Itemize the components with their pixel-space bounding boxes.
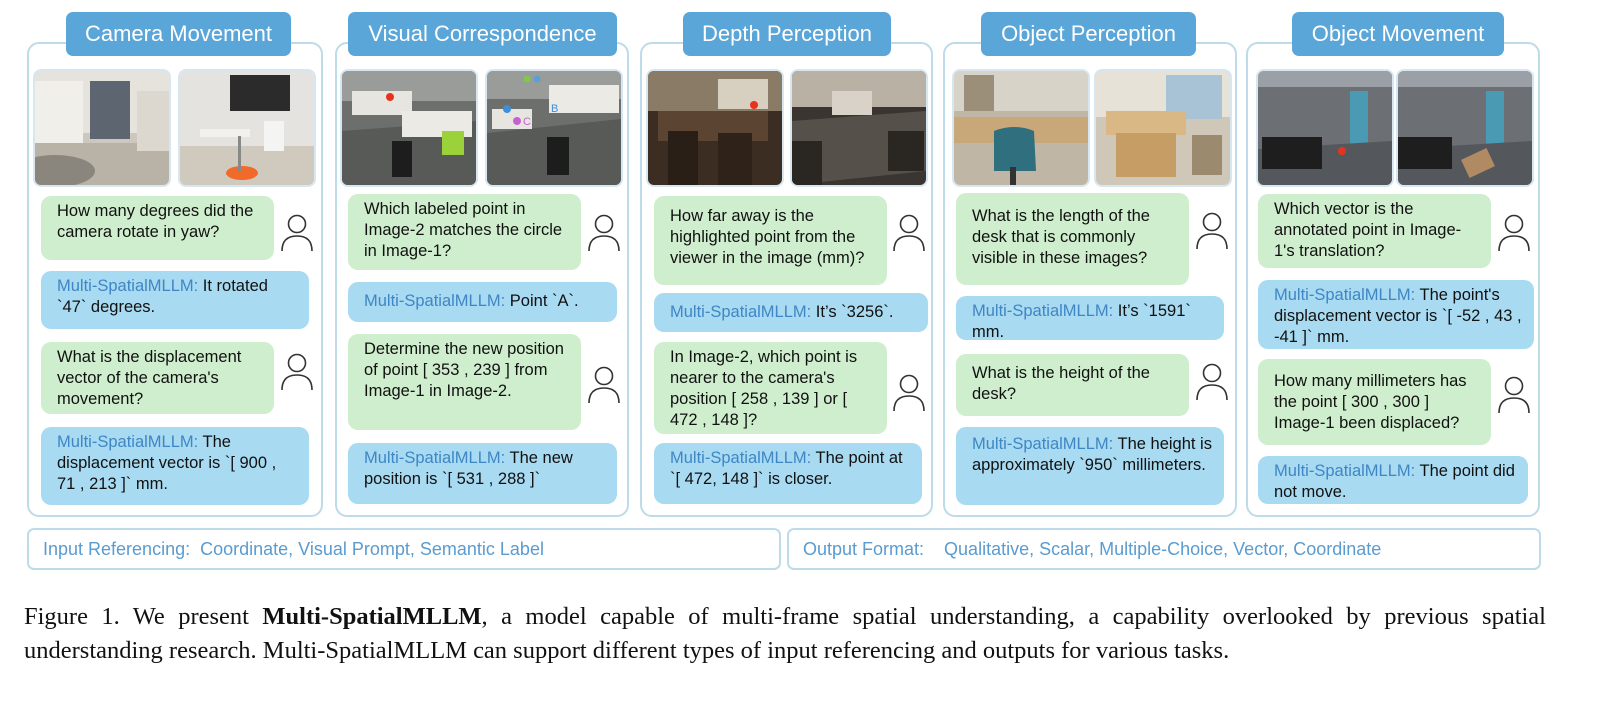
scene-image-2 xyxy=(1396,69,1534,187)
question-bubble: How many degrees did the camera rotate in yaw? xyxy=(41,196,274,260)
answer-text: It’s `3256`. xyxy=(811,303,894,321)
answer-bubble xyxy=(1258,280,1534,349)
scene-image-1 xyxy=(33,69,171,187)
question-bubble: What is the displacement vector of the camera's movement? xyxy=(41,342,274,414)
answer-text: The new position is `[ 531 , 288 ]` xyxy=(364,449,573,488)
user-icon xyxy=(1497,375,1531,415)
model-name: Multi-SpatialMLLM: xyxy=(1274,286,1416,304)
model-name: Multi-SpatialMLLM: xyxy=(57,433,199,451)
user-icon xyxy=(892,213,926,253)
question-bubble: How far away is the highlighted point from the viewer in the image (mm)? xyxy=(654,196,887,285)
scene-image-1 xyxy=(952,69,1090,187)
answer-text: It’s `1591` mm. xyxy=(972,302,1191,341)
question-bubble: Determine the new position of point [ 353 , 239 ] from Image-1 in Image-2. xyxy=(348,334,581,430)
answer-text: The point did not move. xyxy=(1274,462,1515,501)
scene-image-1 xyxy=(646,69,784,187)
question-bubble: What is the height of the desk? xyxy=(956,354,1189,416)
scene-image-1 xyxy=(1256,69,1394,187)
panel-title: Visual Correspondence xyxy=(348,12,617,56)
user-icon xyxy=(280,213,314,253)
panel-title: Object Perception xyxy=(981,12,1196,56)
answer-text: The height is approximately `950` millimeters. xyxy=(972,435,1212,474)
caption-text: , a model capable of multi-frame spatial understanding, a capability overlooked by previous spatial understanding research. Multi-SpatialMLLM can support different types of input referencing and outputs for various tasks. xyxy=(24,603,1546,664)
answer-text: The displacement vector is `[ 900 , 71 , 213 ]` mm. xyxy=(57,433,277,493)
answer-bubble xyxy=(654,443,922,504)
answer-bubble xyxy=(956,427,1224,505)
answer-text: The point at `[ 472, 148 ]` is closer. xyxy=(670,449,903,488)
question-bubble: In Image-2, which point is nearer to the camera's position [ 258 , 139 ] or [ 472 , 148 ]? xyxy=(654,342,887,434)
question-bubble: Which vector is the annotated point in Image-1's translation? xyxy=(1258,194,1491,268)
answer-text: The point's displacement vector is `[ -52 , 43 , -41 ]` mm. xyxy=(1274,286,1522,346)
answer-bubble xyxy=(41,271,309,329)
panel-title: Camera Movement xyxy=(66,12,291,56)
output-format-bar: Output Format: Qualitative, Scalar, Multiple-Choice, Vector, Coordinate xyxy=(787,528,1541,570)
panel-title: Depth Perception xyxy=(683,12,891,56)
scene-image-1 xyxy=(340,69,478,187)
panel-title: Object Movement xyxy=(1292,12,1504,56)
model-name: Multi-SpatialMLLM: xyxy=(670,303,812,321)
question-bubble: Which labeled point in Image-2 matches the circle in Image-1? xyxy=(348,194,581,270)
user-icon xyxy=(1195,211,1229,251)
answer-bubble xyxy=(956,296,1224,340)
model-name: Multi-SpatialMLLM: xyxy=(972,435,1114,453)
user-icon xyxy=(1195,362,1229,402)
question-bubble: What is the length of the desk that is commonly visible in these images? xyxy=(956,193,1189,285)
user-icon xyxy=(587,213,621,253)
caption-prefix: Figure 1. We present xyxy=(24,603,263,630)
answer-text: Point `A`. xyxy=(505,292,579,310)
model-name: Multi-SpatialMLLM: xyxy=(364,449,506,467)
figure-caption xyxy=(24,600,1546,668)
scene-image-2 xyxy=(485,69,623,187)
scene-image-2 xyxy=(790,69,928,187)
model-name: Multi-SpatialMLLM: xyxy=(1274,462,1416,480)
user-icon xyxy=(1497,213,1531,253)
model-name: Multi-SpatialMLLM: xyxy=(972,302,1114,320)
scene-image-2 xyxy=(178,69,316,187)
answer-bubble xyxy=(348,282,617,322)
label-b: B xyxy=(551,103,559,115)
user-icon xyxy=(892,373,926,413)
model-name: Multi-SpatialMLLM: xyxy=(364,292,506,310)
caption-model-name: Multi-SpatialMLLM xyxy=(262,603,482,630)
question-bubble: How many millimeters has the point [ 300 , 300 ] Image-1 been displaced? xyxy=(1258,359,1491,445)
answer-bubble xyxy=(41,427,309,505)
answer-bubble xyxy=(654,293,928,332)
answer-bubble xyxy=(348,443,617,504)
model-name: Multi-SpatialMLLM: xyxy=(670,449,812,467)
scene-image-2 xyxy=(1094,69,1232,187)
model-name: Multi-SpatialMLLM: xyxy=(57,277,199,295)
user-icon xyxy=(587,365,621,405)
label-c: C xyxy=(523,116,531,128)
input-referencing-bar: Input Referencing: Coordinate, Visual Prompt, Semantic Label xyxy=(27,528,781,570)
answer-bubble xyxy=(1258,456,1528,504)
answer-text: It rotated `47` degrees. xyxy=(57,277,268,316)
user-icon xyxy=(280,352,314,392)
